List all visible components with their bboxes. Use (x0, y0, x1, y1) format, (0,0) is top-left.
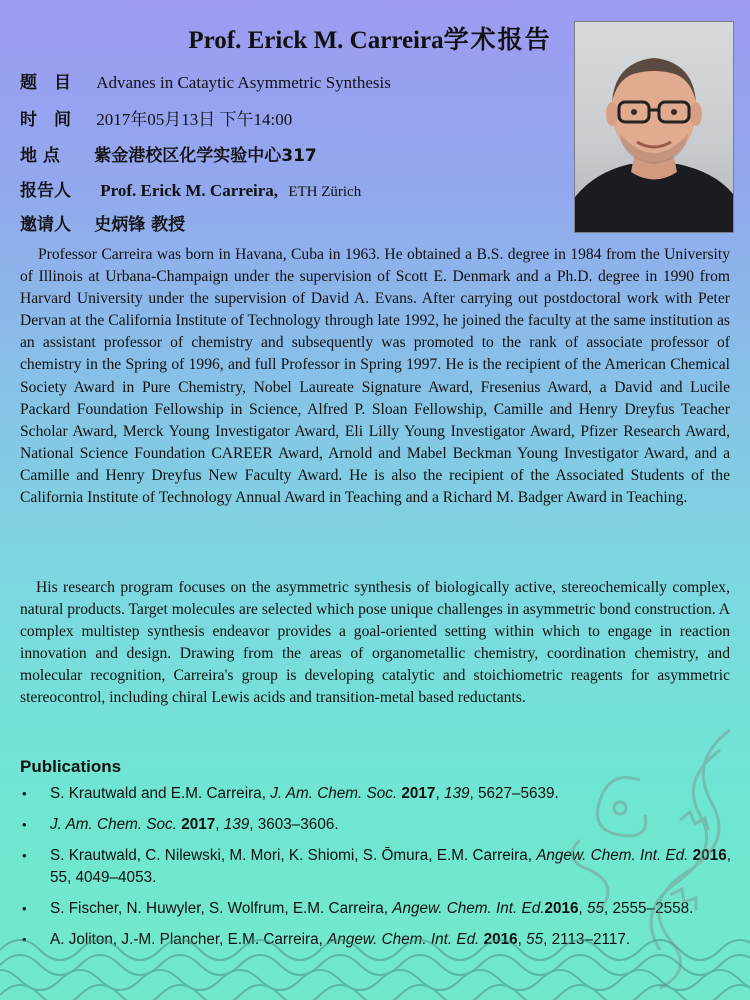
pub-pages: , 3603–3606. (249, 816, 339, 833)
bullet-icon: • (22, 817, 27, 832)
host-label: 邀请人 (20, 215, 71, 235)
bullet-icon: • (22, 786, 27, 801)
place-label: 地 点 (20, 146, 60, 166)
pub-year: 2016 (483, 931, 518, 948)
research-paragraph: His research program focuses on the asymmetric synthesis of biologically active, stereochemically complex, natural products. Target molecules are selected which pose unique challenges in asymmetric bond construction. A complex multistep synthesis endeavor provides a goal-oriented setting within which to engage in reaction innovation and design. Drawing from the areas of organometallic chemistry, coordination chemistry, and molecular recognition, Carreira's group is developing catalytic and stoichiometric reagents for asymmetric stereocontrol, including chiral Lewis acids and transition-metal based reductants. (20, 579, 730, 707)
speaker-label: 报告人 (20, 181, 71, 201)
pub-journal: J. Am. Chem. Soc. (50, 816, 177, 833)
pub-journal: Angew. Chem. Int. Ed. (392, 900, 545, 917)
pub-year: 2016 (692, 847, 727, 864)
title-english: Prof. Erick M. Carreira (188, 27, 444, 54)
publication-item: • A. Joliton, J.-M. Plancher, E.M. Carreira, Angew. Chem. Int. Ed. 2016, 55, 2113–2117. (20, 929, 732, 951)
pub-volume: 55 (526, 931, 544, 948)
topic-label: 题 目 (20, 73, 71, 93)
pub-pages: , 2113–2117. (543, 931, 631, 948)
publication-item: • S. Krautwald and E.M. Carreira, J. Am. Chem. Soc. 2017, 139, 5627–5639. (20, 783, 732, 805)
pub-journal: Angew. Chem. Int. Ed. (327, 931, 480, 948)
speaker-affiliation: ETH Zürich (288, 184, 362, 200)
host-value: 史炳锋 教授 (94, 215, 186, 235)
pub-year: 2017 (401, 785, 436, 802)
pub-volume: 55 (587, 900, 605, 917)
pub-pages: , 4049–4053. (67, 869, 157, 886)
pub-authors: S. Fischer, N. Huwyler, S. Wolfrum, E.M. Carreira, (50, 900, 389, 917)
info-host (20, 210, 185, 235)
speaker-photo (574, 21, 734, 233)
bio-paragraph: Professor Carreira was born in Havana, Cuba in 1963. He obtained a B.S. degree in 1984 from the University of Illinois at Urbana-Champaign under the supervision of Scott E. Denmark and a Ph.D. degree in 1990 from Harvard University under the supervision of David A. Evans. After carrying out postdoctoral work with Peter Dervan at the California Institute of Technology through late 1992, he joined the faculty at the same institution as an assistant professor of chemistry and subsequently was promoted to the rank of associate professor of chemistry in the Spring of 1996, and full Professor in Spring 1997. He is the recipient of the American Chemical Society Award in Pure Chemistry, Nobel Laureate Signature Award, Fresenius Award, a David and Lucile Packard Foundation Fellowship in Science, Alfred P. Sloan Fellowship, Camille and Henry Dreyfus Teacher Scholar Award, Merck Young Investigator Award, Eli Lilly Young Investigator Award, Pfizer Research Award, National Science Foundation CAREER Award, Arnold and Mabel Beckman Young Investigator Award, and a Camille and Henry Dreyfus New Faculty Award. He is also the recipient of the Associated Students of the California Institute of Technology Annual Award in Teaching and a Richard M. Badger Award in Teaching. (20, 246, 730, 507)
publication-item: • S. Krautwald, C. Nilewski, M. Mori, K. Shiomi, S. Ōmura, E.M. Carreira, Angew. Chem. Int. Ed. 2016, 55, 4049–4053. (22, 847, 731, 886)
topic-value: Advanes in Cataytic Asymmetric Synthesis (96, 73, 391, 92)
pub-authors: A. Joliton, J.-M. Plancher, E.M. Carreira, (50, 931, 323, 948)
speaker-portrait-icon (575, 22, 733, 232)
info-place (20, 141, 317, 166)
speaker-name: Prof. Erick M. Carreira, (100, 181, 279, 200)
pub-year: 2017 (181, 816, 216, 833)
bullet-icon: • (22, 901, 27, 916)
publications-heading: Publications (20, 757, 122, 776)
bullet-icon: • (22, 848, 27, 863)
publication-list (20, 783, 732, 960)
publication-item: • S. Fischer, N. Huwyler, S. Wolfrum, E.M. Carreira, Angew. Chem. Int. Ed.2016, 55, 2555–2558. (20, 898, 732, 920)
pub-journal: J. Am. Chem. Soc. (270, 785, 398, 802)
publication-item: • J. Am. Chem. Soc. 2017, 139, 3603–3606. (20, 814, 732, 836)
pub-pages: , 5627–5639. (469, 785, 559, 802)
pub-pages: , 2555–2558. (604, 900, 694, 917)
pub-volume: 55 (50, 869, 68, 886)
pub-journal: Angew. Chem. Int. Ed. (536, 847, 689, 864)
place-value: 紫金港校区化学实验中心317 (94, 146, 317, 166)
info-speaker (20, 176, 361, 201)
pub-authors: S. Krautwald and E.M. Carreira, (50, 785, 266, 802)
title-chinese: 学术报告 (443, 25, 552, 54)
pub-authors: S. Krautwald, C. Nilewski, M. Mori, K. Shiomi, S. Ōmura, E.M. Carreira, (50, 847, 532, 864)
pub-volume: 139 (443, 785, 470, 802)
bullet-icon: • (22, 932, 27, 947)
pub-year: 2016 (544, 900, 579, 917)
info-time (20, 105, 292, 130)
pub-volume: 139 (223, 816, 250, 833)
info-topic (20, 68, 391, 93)
time-value: 2017年05月13日 下午14:00 (96, 110, 293, 129)
time-label: 时 间 (20, 110, 71, 130)
